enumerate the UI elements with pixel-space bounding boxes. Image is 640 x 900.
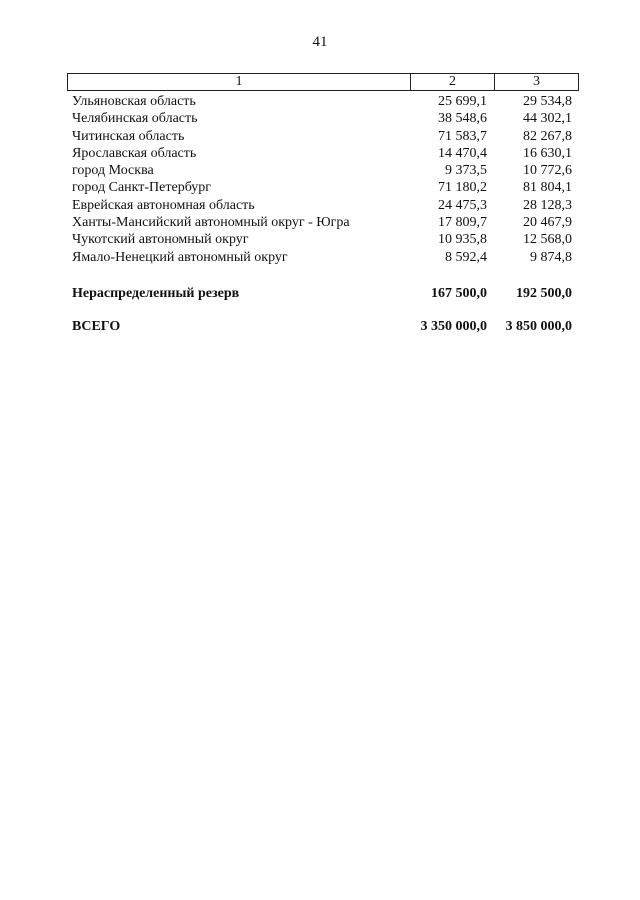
value-col-2: 71 180,2 [438,180,487,196]
header-col-3: 3 [533,74,540,89]
value-col-3: 9 874,8 [530,249,572,265]
reserve-value-col-3: 192 500,0 [516,286,572,301]
value-col-3: 20 467,9 [523,215,572,231]
header-col-1: 1 [68,74,411,90]
table-row [72,128,577,145]
table-row [72,249,577,266]
region-name: Читинская область [72,128,185,144]
region-name: Ханты-Мансийский автономный округ - Югра [72,215,350,231]
value-col-3: 16 630,1 [523,145,572,161]
table-row [72,145,577,162]
value-col-2: 9 373,5 [445,163,487,179]
total-value-col-2: 3 350 000,0 [420,319,487,334]
table-row [72,214,577,231]
value-col-3: 29 534,8 [523,94,572,109]
value-col-2: 10 935,8 [438,232,487,248]
region-name: Ярославская область [72,145,197,161]
value-col-3: 28 128,3 [523,197,572,213]
value-col-3: 12 568,0 [523,232,572,248]
total-label: ВСЕГО [72,319,121,334]
value-col-3: 44 302,1 [523,111,572,127]
page-number: 41 [312,34,328,50]
table-row [72,162,577,179]
value-col-2: 71 583,7 [438,128,487,144]
value-col-2: 8 592,4 [445,249,487,265]
reserve-label: Нераспределенный резерв [72,286,240,301]
region-name: город Санкт-Петербург [72,180,212,196]
region-name: город Москва [72,163,154,179]
region-name: Ульяновская область [72,94,196,109]
value-col-3: 10 772,6 [523,163,572,179]
region-name: Еврейская автономная область [72,197,255,213]
value-col-2: 14 470,4 [438,145,487,161]
value-col-3: 82 267,8 [523,128,572,144]
region-name: Ямало-Ненецкий автономный округ [72,249,288,265]
table-body [72,93,577,266]
table-row [72,93,577,110]
table-row [72,110,577,127]
table-row [72,179,577,196]
region-name: Челябинская область [72,111,198,127]
value-col-2: 25 699,1 [438,94,487,109]
table-header [67,73,579,91]
total-row [72,318,577,335]
value-col-3: 81 804,1 [523,180,572,196]
reserve-row [72,285,577,302]
table-row [72,197,577,214]
header-col-2: 2 [411,74,495,90]
reserve-value-col-2: 167 500,0 [431,286,487,301]
table-row [72,231,577,248]
value-col-2: 17 809,7 [438,215,487,231]
value-col-2: 38 548,6 [438,111,487,127]
region-name: Чукотский автономный округ [72,232,249,248]
value-col-2: 24 475,3 [438,197,487,213]
total-value-col-3: 3 850 000,0 [505,319,572,334]
